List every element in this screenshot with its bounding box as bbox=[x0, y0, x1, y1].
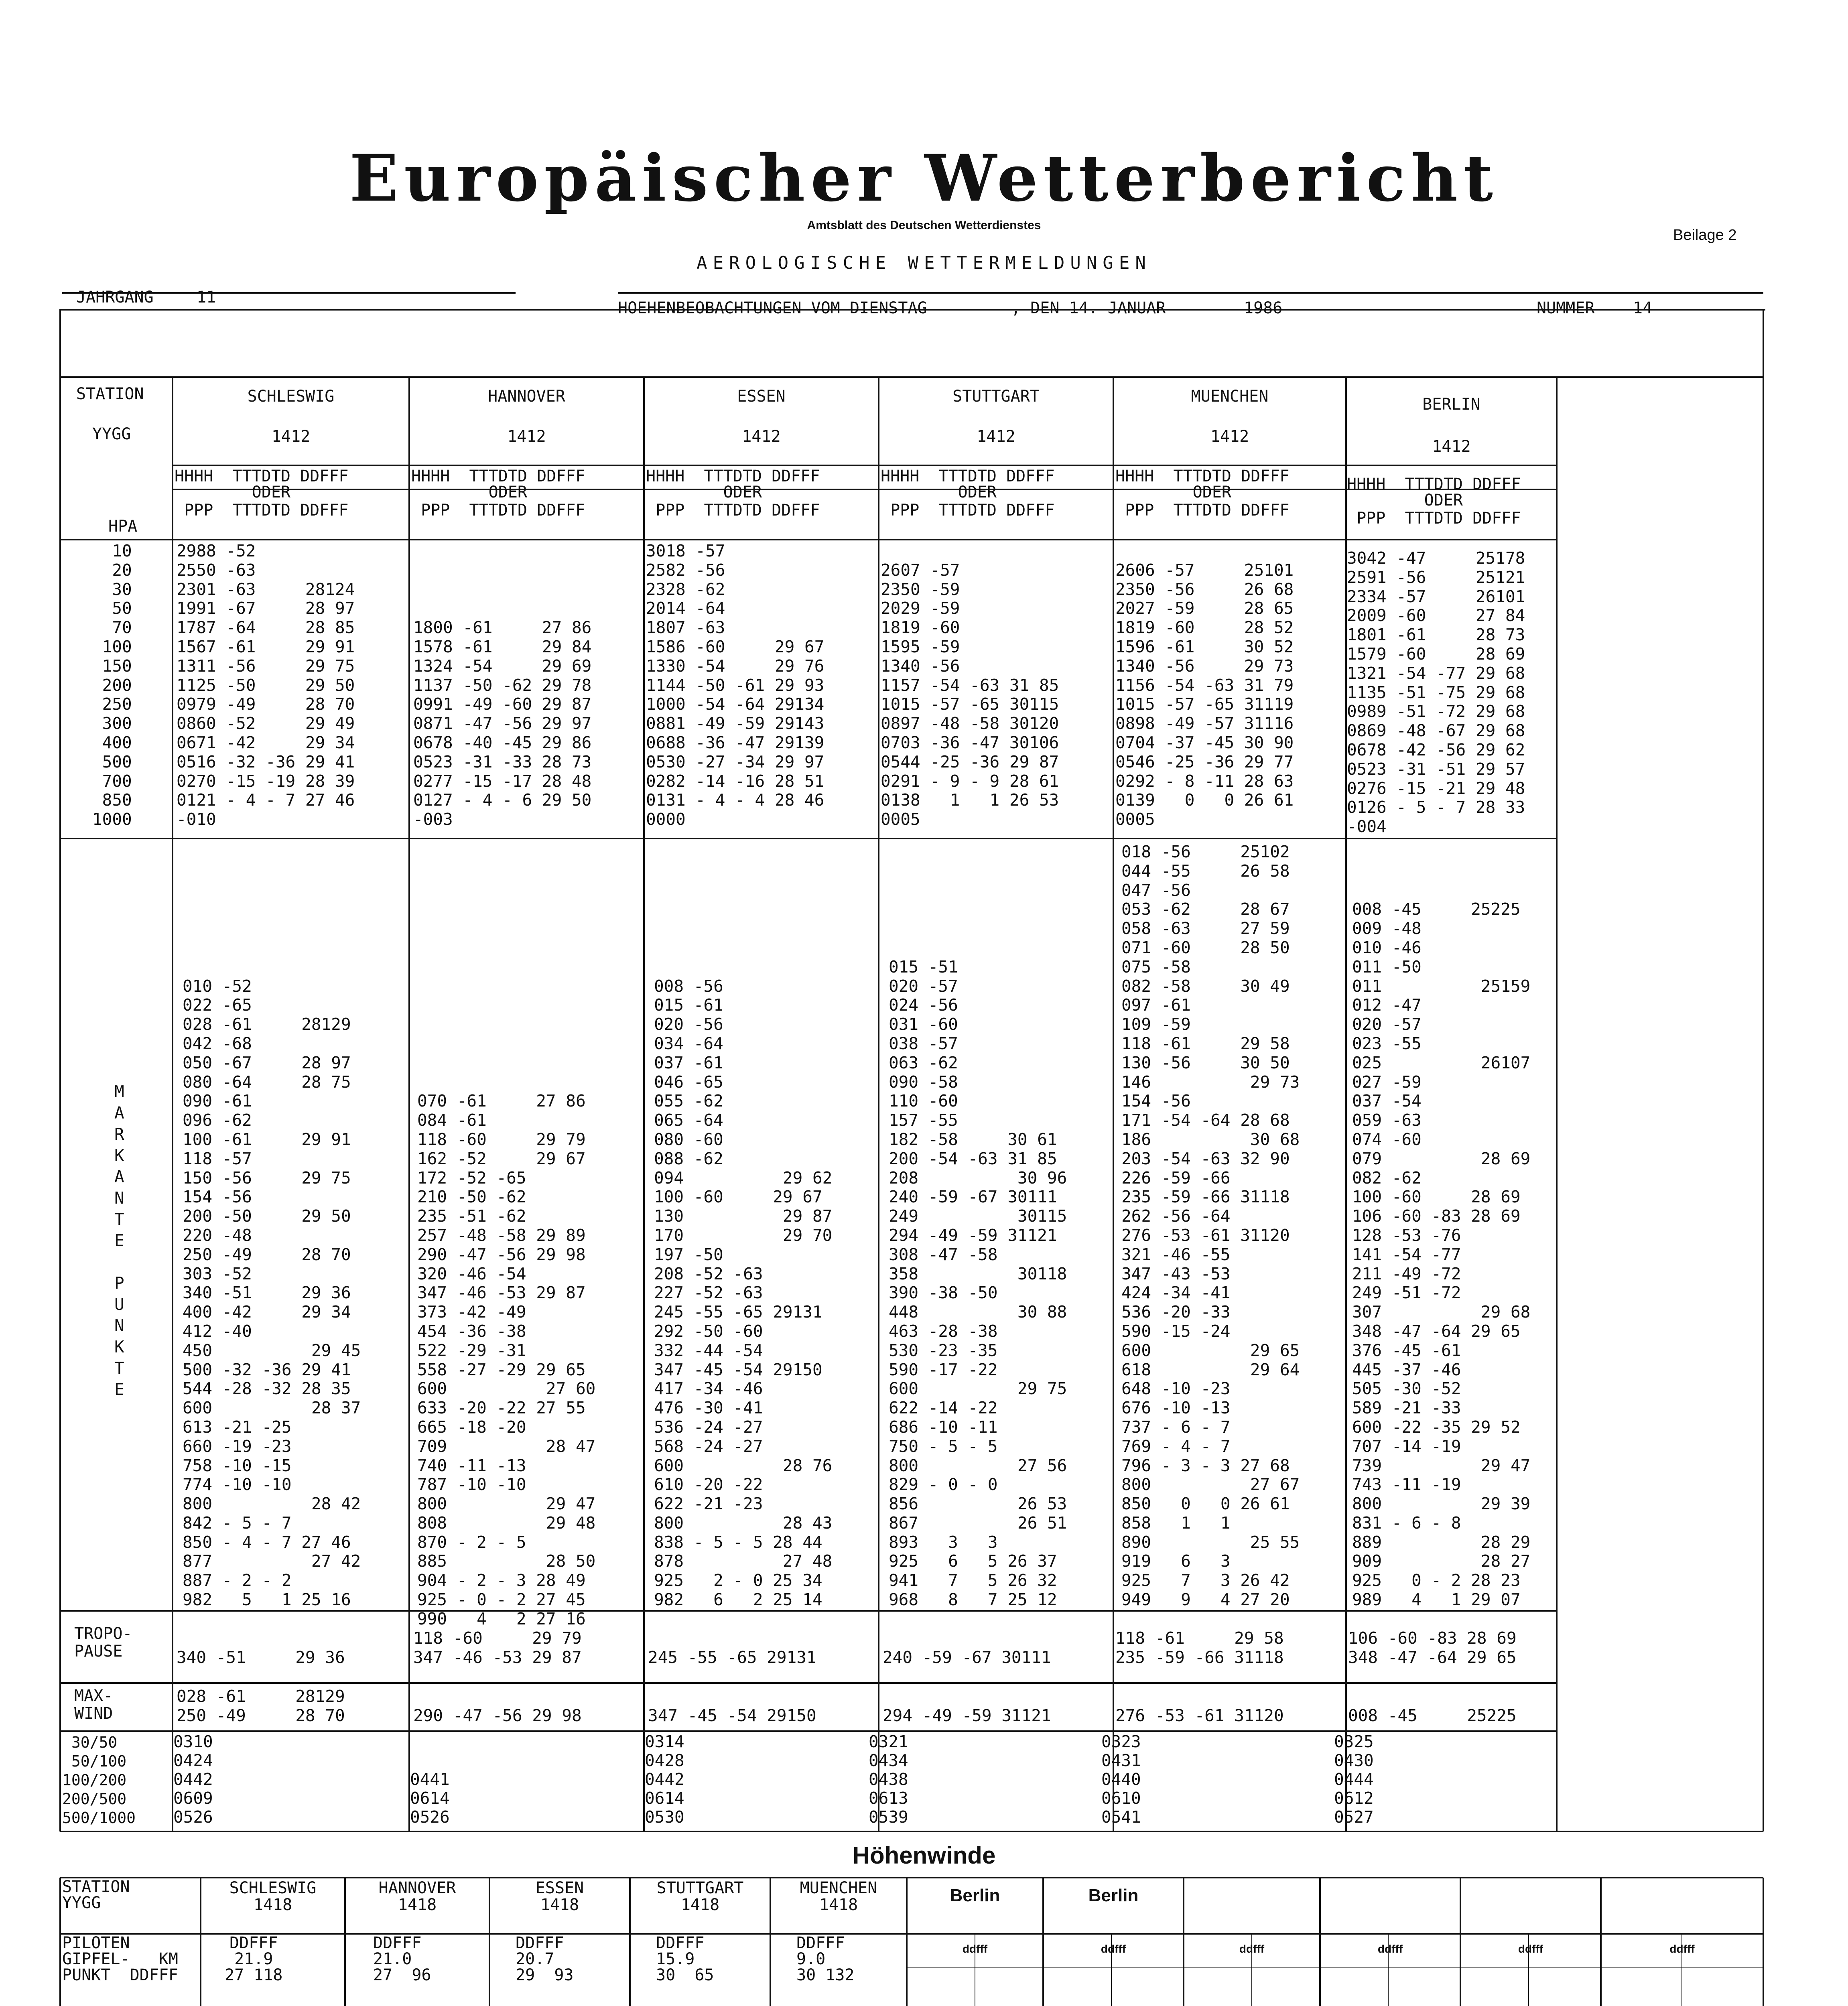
significant-points: 010 -52 022 -65 028 -61 28129 042 -68 050 -67 28 97 080 -64 28 75 090 -61 096 -62 100 -61 29 91 118 -57 150 -56 29 75 154 -56 200 -50 29 50 220 -48 250 -49 28 70 303 -52 340 -51 29 36 400 -42 29 34 412 -40 450 29 45 500 -32 -36 29 41 544 -28 -32 28 35 600 28 37 613 -21 -25 660 -19 -23 758 -10 -15 774 -10 -10 800 28 42 842 - 5 - 7 850 - 4 - 7 27 46 877 27 42 887 - 2 - 2 982 5 1 25 16 bbox=[183, 976, 361, 1610]
station-name: ESSEN bbox=[737, 387, 786, 406]
column-header: HHHH TTTDTD DDFFF bbox=[881, 467, 1055, 485]
nummer-label: NUMMER bbox=[1537, 299, 1595, 317]
tropopause: 240 -59 -67 30111 bbox=[883, 1647, 1051, 1667]
column-header: HHHH TTTDTD DDFFF bbox=[175, 467, 349, 485]
ddfff-label: ddfff bbox=[1101, 1943, 1126, 1955]
ddfff-label: ddfff bbox=[962, 1943, 988, 1955]
tropopause: 118 -61 29 58 235 -59 -66 31118 bbox=[1115, 1628, 1284, 1667]
pilot-label: PILOTEN GIPFEL- KM PUNKT DDFFF bbox=[62, 1934, 178, 1984]
gipfel-point: DDFFF 15.9 30 65 bbox=[656, 1934, 714, 1984]
yygg-label: YYGG bbox=[92, 425, 131, 443]
station-yygg: 1412 bbox=[1210, 427, 1249, 446]
column-header: HHHH TTTDTD DDFFF bbox=[411, 467, 585, 485]
significant-points: 008 -45 25225 009 -48 010 -46 011 -50 011 25159 012 -47 020 -57 023 -55 025 26107 027 -59 037 -54 059 -63 074 -60 079 28 69 082 -62 100 -60 28 69 106 -60 -83 28 69 128 -53 -76 141 -54 -77 211 -49 -72 249 -51 -72 307 29 68 348 -47 -64 29 65 376 -45 -61 445 -37 -46 505 -30 -52 589 -21 -33 600 -22 -35 29 52 707 -14 -19 739 29 47 743 -11 -19 800 29 39 831 - 6 - 8 889 28 29 909 28 27 925 0 - 2 28 23 989 4 1 29 07 bbox=[1352, 899, 1531, 1610]
station-yygg: 1412 bbox=[977, 427, 1015, 446]
station-name: SCHLESWIG bbox=[229, 1879, 317, 1897]
column-header: HHHH TTTDTD DDFFF bbox=[1347, 475, 1521, 493]
layer-thickness: 0441 0614 0526 bbox=[410, 1770, 450, 1827]
date-label: , DEN 14. JANUAR bbox=[1011, 299, 1166, 317]
standard-levels: 2606 -57 25101 2350 -56 26 68 2027 -59 28 65 1819 -60 28 52 1596 -61 30 52 1340 -56 29 73 1156 -54 -63 31 79 1015 -57 -65 31119 0898 -49 -57 31116 0704 -37 -45 30 90 0546 -25 -36 29 77 0292 - 8 -11 28 63 0139 0 0 26 61 0005 bbox=[1115, 560, 1294, 829]
station-name: MUENCHEN bbox=[1191, 387, 1269, 406]
max-wind: 294 -49 -59 31121 bbox=[883, 1706, 1051, 1725]
gipfel-point: DDFFF 9.0 30 132 bbox=[796, 1934, 855, 1984]
standard-levels: 2988 -52 2550 -63 2301 -63 28124 1991 -67 28 97 1787 -64 28 85 1567 -61 29 91 1311 -56 29 75 1125 -50 29 50 0979 -49 28 70 0860 -52 29 49 0671 -42 29 34 0516 -32 -36 29 41 0270 -15 -19 28 39 0121 - 4 - 7 27 46 -010 bbox=[177, 541, 355, 829]
station-yygg: 1412 bbox=[271, 427, 311, 446]
column-header-ppp: PPP TTTDTD DDFFF bbox=[411, 501, 585, 520]
standard-levels: 2607 -57 2350 -59 2029 -59 1819 -60 1595 -59 1340 -56 1157 -54 -63 31 85 1015 -57 -65 30115 0897 -48 -58 30120 0703 -36 -47 30106 0544 -25 -36 29 87 0291 - 9 - 9 28 61 0138 1 1 26 53 0005 bbox=[881, 560, 1059, 829]
station-yygg: 1418 bbox=[253, 1896, 292, 1914]
max-wind: 290 -47 -56 29 98 bbox=[413, 1706, 582, 1725]
column-header-ppp: PPP TTTDTD DDFFF bbox=[1115, 501, 1290, 520]
tropopause: 118 -60 29 79 347 -46 -53 29 87 bbox=[413, 1628, 582, 1667]
hoehenwinde-title: Höhenwinde bbox=[852, 1842, 996, 1869]
station-name: HANNOVER bbox=[378, 1879, 456, 1897]
station-name: STUTTGART bbox=[952, 387, 1040, 406]
hpa-label: HPA bbox=[108, 517, 138, 536]
lower-station-label: STATION YYGG bbox=[62, 1878, 130, 1912]
station-yygg: 1412 bbox=[507, 427, 546, 446]
beilage-label: Beilage 2 bbox=[1673, 227, 1737, 244]
max-wind: 028 -61 28129 250 -49 28 70 bbox=[177, 1687, 345, 1725]
observation-label: HOEHENBEOBACHTUNGEN VOM DIENSTAG bbox=[618, 299, 927, 317]
tropopause: 340 -51 29 36 bbox=[177, 1647, 345, 1667]
column-header-ppp: PPP TTTDTD DDFFF bbox=[646, 501, 820, 520]
column-header-oder: ODER bbox=[411, 483, 527, 502]
tropopause-label: TROPO- PAUSE bbox=[74, 1624, 132, 1661]
ddfff-label: ddfff bbox=[1377, 1943, 1403, 1955]
significant-points: 008 -56 015 -61 020 -56 034 -64 037 -61 046 -65 055 -62 065 -64 080 -60 088 -62 094 29 62 100 -60 29 67 130 29 87 170 29 70 197 -50 208 -52 -63 227 -52 -63 245 -55 -65 29131 292 -50 -60 332 -44 -54 347 -45 -54 29150 417 -34 -46 476 -30 -41 536 -24 -27 568 -24 -27 600 28 76 610 -20 -22 622 -21 -23 800 28 43 838 - 5 - 5 28 44 878 27 48 925 2 - 0 25 34 982 6 2 25 14 bbox=[654, 976, 833, 1610]
report-title: Europäischer Wetterbericht bbox=[349, 140, 1499, 216]
station-label: STATION bbox=[76, 385, 144, 403]
max-wind: 008 -45 25225 bbox=[1348, 1706, 1517, 1725]
gipfel-point: DDFFF 20.7 29 93 bbox=[516, 1934, 574, 1984]
station-name: ESSEN bbox=[535, 1879, 584, 1897]
station-yygg: 1418 bbox=[540, 1896, 579, 1914]
extra-station-berlin-2: Berlin bbox=[1088, 1886, 1139, 1905]
column-header-oder: ODER bbox=[646, 483, 762, 502]
column-header-oder: ODER bbox=[881, 483, 997, 502]
station-name: STUTTGART bbox=[656, 1879, 744, 1897]
tropopause: 106 -60 -83 28 69 348 -47 -64 29 65 bbox=[1348, 1628, 1517, 1667]
significant-points: 070 -61 27 86 084 -61 118 -60 29 79 162 -52 29 67 172 -52 -65 210 -50 -62 235 -51 -62 257 -48 -58 29 89 290 -47 -56 29 98 320 -46 -54 347 -46 -53 29 87 373 -42 -49 454 -36 -38 522 -29 -31 558 -27 -29 29 65 600 27 60 633 -20 -22 27 55 665 -18 -20 709 28 47 740 -11 -13 787 -10 -10 800 29 47 808 29 48 870 - 2 - 5 885 28 50 904 - 2 - 3 28 49 925 - 0 - 2 27 45 990 4 2 27 16 bbox=[417, 1091, 596, 1628]
layer-thickness: 0314 0428 0442 0614 0530 bbox=[645, 1732, 684, 1827]
report-subtitle: Amtsblatt des Deutschen Wetterdienstes bbox=[807, 219, 1041, 232]
station-yygg: 1418 bbox=[680, 1896, 720, 1914]
maxwind-label: MAX- WIND bbox=[74, 1687, 113, 1723]
markante-punkte-label: M A R K A N T E P U N K T E bbox=[114, 1082, 124, 1399]
layer-labels: 30/50 50/100 100/200 200/500 500/1000 bbox=[62, 1734, 136, 1827]
column-header: HHHH TTTDTD DDFFF bbox=[646, 467, 820, 485]
column-header-ppp: PPP TTTDTD DDFFF bbox=[881, 501, 1055, 520]
station-name: SCHLESWIG bbox=[247, 387, 335, 406]
layer-thickness: 0310 0424 0442 0609 0526 bbox=[173, 1732, 213, 1827]
extra-station-berlin-1: Berlin bbox=[950, 1886, 1000, 1905]
standard-levels: 1800 -61 27 86 1578 -61 29 84 1324 -54 29 69 1137 -50 -62 29 78 0991 -49 -60 29 87 0871 -47 -56 29 97 0678 -40 -45 29 86 0523 -31 -33 28 73 0277 -15 -17 28 48 0127 - 4 - 6 29 50 -003 bbox=[413, 618, 592, 829]
section-heading: AEROLOGISCHE WETTERMELDUNGEN bbox=[697, 253, 1151, 273]
station-name: MUENCHEN bbox=[800, 1879, 877, 1897]
column-header-oder: ODER bbox=[1347, 491, 1463, 510]
significant-points: 015 -51 020 -57 024 -56 031 -60 038 -57 063 -62 090 -58 110 -60 157 -55 182 -58 30 61 200 -54 -63 31 85 208 30 96 240 -59 -67 30111 249 30115 294 -49 -59 31121 308 -47 -58 358 30118 390 -38 -50 448 30 88 463 -28 -38 530 -23 -35 590 -17 -22 600 29 75 622 -14 -22 686 -10 -11 750 - 5 - 5 800 27 56 829 - 0 - 0 856 26 53 867 26 51 893 3 3 925 6 5 26 37 941 7 5 26 32 968 8 7 25 12 bbox=[889, 957, 1067, 1610]
column-header-ppp: PPP TTTDTD DDFFF bbox=[1347, 509, 1521, 528]
nummer-value: 14 bbox=[1633, 299, 1653, 317]
layer-thickness: 0323 0431 0440 0610 0541 bbox=[1101, 1732, 1141, 1827]
year-value: 1986 bbox=[1244, 299, 1283, 317]
column-header-oder: ODER bbox=[175, 483, 290, 502]
standard-levels: 3042 -47 25178 2591 -56 25121 2334 -57 26101 2009 -60 27 84 1801 -61 28 73 1579 -60 28 69 1321 -54 -77 29 68 1135 -51 -75 29 68 0989 -51 -72 29 68 0869 -48 -67 29 68 0678 -42 -56 29 62 0523 -31 -51 29 57 0276 -15 -21 29 48 0126 - 5 - 7 28 33 -004 bbox=[1347, 548, 1525, 837]
column-header-oder: ODER bbox=[1115, 483, 1231, 502]
gipfel-point: DDFFF 21.0 27 96 bbox=[373, 1934, 431, 1984]
max-wind: 347 -45 -54 29150 bbox=[648, 1706, 816, 1725]
gipfel-point: DDFFF 21.9 27 118 bbox=[225, 1934, 283, 1984]
standard-levels: 3018 -57 2582 -56 2328 -62 2014 -64 1807 -63 1586 -60 29 67 1330 -54 29 76 1144 -50 -61 29 93 1000 -54 -64 29134 0881 -49 -59 29143 0688 -36 -47 29139 0530 -27 -34 29 97 0282 -14 -16 28 51 0131 - 4 - 4 28 46 0000 bbox=[646, 541, 824, 829]
station-yygg: 1412 bbox=[1432, 437, 1471, 456]
column-header: HHHH TTTDTD DDFFF bbox=[1115, 467, 1290, 485]
tropopause: 245 -55 -65 29131 bbox=[648, 1647, 816, 1667]
hpa-levels: 10 20 30 50 70 100 150 200 250 300 400 500 700 850 1000 bbox=[92, 541, 132, 829]
ddfff-label: ddfff bbox=[1669, 1943, 1695, 1955]
ddfff-label: ddfff bbox=[1239, 1943, 1265, 1955]
layer-thickness: 0321 0434 0438 0613 0539 bbox=[869, 1732, 908, 1827]
jahrgang-label: JAHRGANG bbox=[76, 288, 154, 307]
station-name: BERLIN bbox=[1422, 395, 1480, 414]
station-yygg: 1418 bbox=[398, 1896, 437, 1914]
station-yygg: 1418 bbox=[819, 1896, 858, 1914]
significant-points: 018 -56 25102 044 -55 26 58 047 -56 053 -62 28 67 058 -63 27 59 071 -60 28 50 075 -58 082 -58 30 49 097 -61 109 -59 118 -61 29 58 130 -56 30 50 146 29 73 154 -56 171 -54 -64 28 68 186 30 68 203 -54 -63 32 90 226 -59 -66 235 -59 -66 31118 262 -56 -64 276 -53 -61 31120 321 -46 -55 347 -43 -53 424 -34 -41 536 -20 -33 590 -15 -24 600 29 65 618 29 64 648 -10 -23 676 -10 -13 737 - 6 - 7 769 - 4 - 7 796 - 3 - 3 27 68 800 27 67 850 0 0 26 61 858 1 1 890 25 55 919 6 3 925 7 3 26 42 949 9 4 27 20 bbox=[1121, 842, 1300, 1610]
station-name: HANNOVER bbox=[488, 387, 565, 406]
column-header-ppp: PPP TTTDTD DDFFF bbox=[175, 501, 349, 520]
layer-thickness: 0325 0430 0444 0612 0527 bbox=[1334, 1732, 1374, 1827]
jahrgang-value: 11 bbox=[197, 288, 216, 307]
ddfff-label: ddfff bbox=[1518, 1943, 1543, 1955]
max-wind: 276 -53 -61 31120 bbox=[1115, 1706, 1284, 1725]
station-yygg: 1412 bbox=[742, 427, 781, 446]
